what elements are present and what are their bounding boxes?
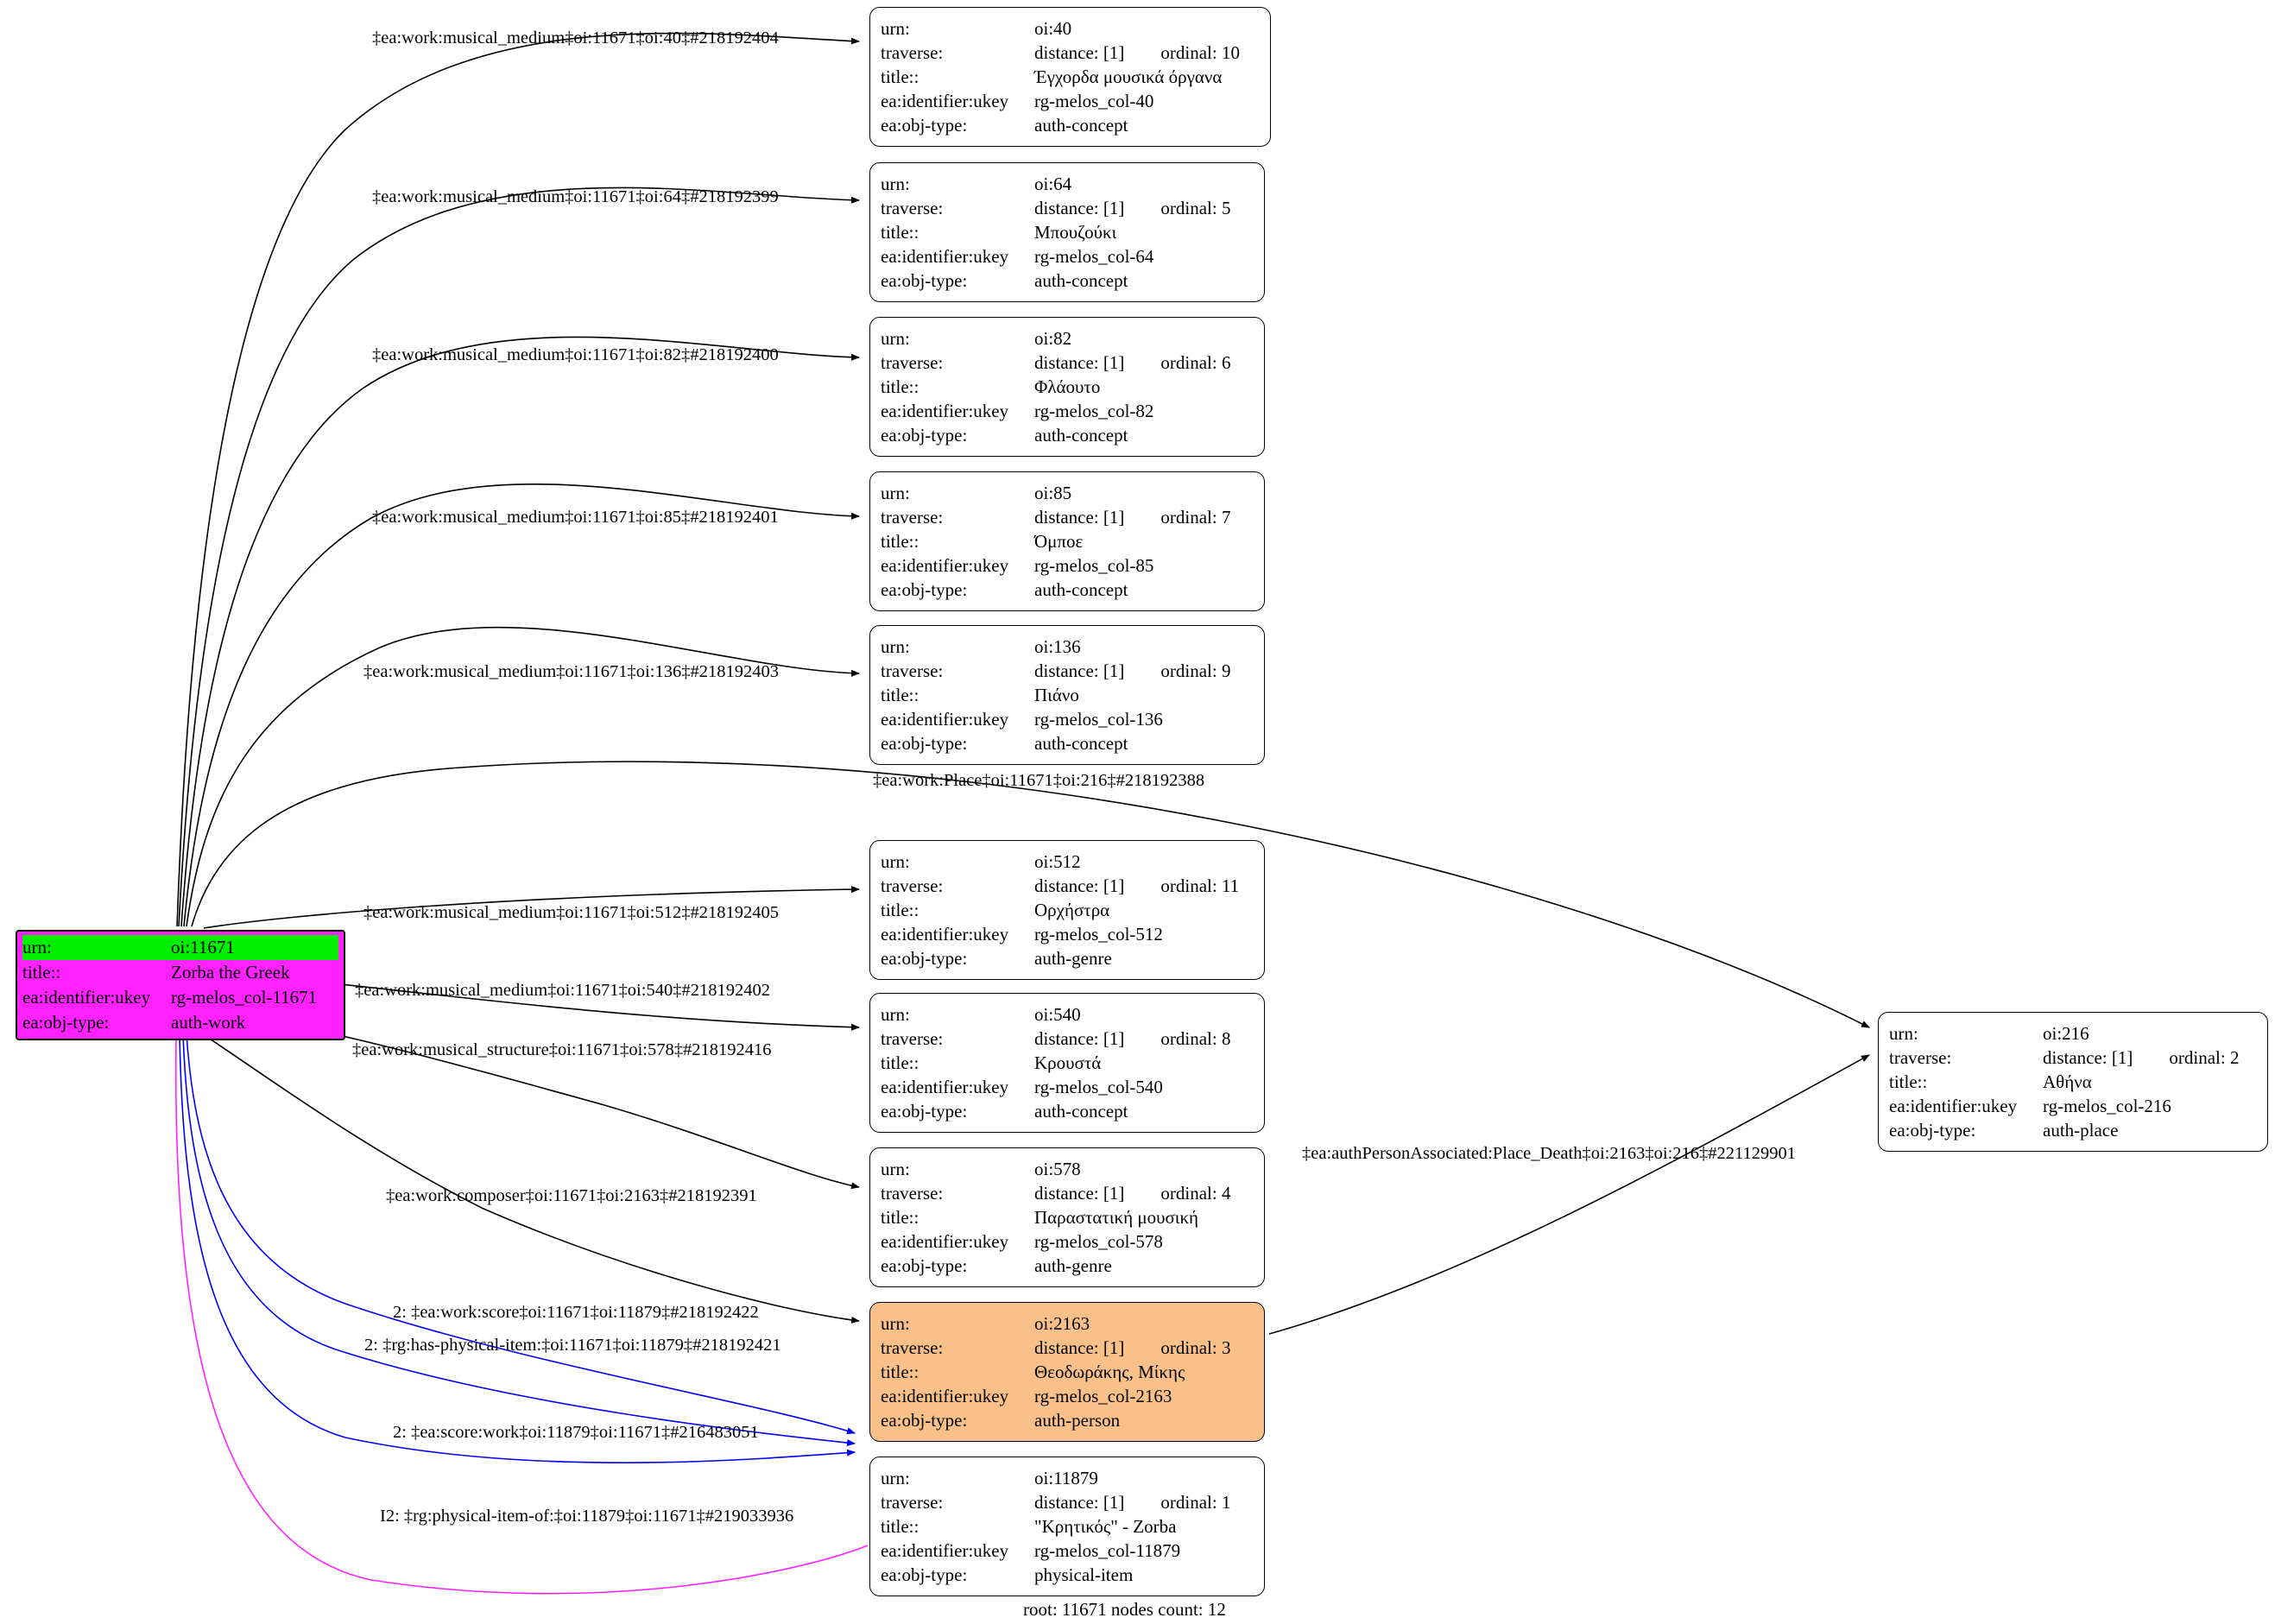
- graph-node-n2163[interactable]: [869, 1302, 1265, 1442]
- node-traverse-value: distance: [1] ordinal: 4: [1034, 1183, 1231, 1204]
- node-traverse-key-row: [881, 1181, 1254, 1205]
- node-urn-value: oi:2163: [1034, 1313, 1090, 1334]
- node-urn-value: oi:40: [1034, 18, 1072, 39]
- edge-label-e-82: ‡ea:work:musical_medium‡oi:11671‡oi:82‡#218192400: [372, 345, 779, 364]
- node-traverse-key: traverse:: [881, 1183, 944, 1204]
- node-title-value: Όμποε: [1034, 531, 1084, 552]
- node-urn-key-row: [22, 935, 338, 960]
- edge-label-e-512: ‡ea:work:musical_medium‡oi:11671‡oi:512‡#218192405: [363, 903, 779, 922]
- node-title-value: Παραστατική μουσική: [1034, 1207, 1199, 1228]
- node-ukey-key-row: [22, 985, 338, 1010]
- graph-node-n540[interactable]: [869, 993, 1265, 1133]
- node-title-key: title::: [881, 685, 919, 705]
- node-ukey-value: rg-melos_col-85: [1034, 555, 1154, 576]
- node-title-key: title::: [881, 1052, 919, 1073]
- node-objtype-value: auth-concept: [1034, 579, 1128, 600]
- node-urn-key: urn:: [1889, 1023, 1918, 1044]
- graph-node-n40[interactable]: [869, 7, 1271, 147]
- node-title-key-row: [881, 898, 1254, 922]
- node-traverse-value: distance: [1] ordinal: 6: [1034, 352, 1231, 373]
- node-ukey-value: rg-melos_col-82: [1034, 401, 1154, 421]
- node-title-key-row: [881, 1514, 1254, 1539]
- node-title-key-row: [881, 65, 1260, 89]
- node-title-value: Μπουζούκι: [1034, 222, 1117, 243]
- node-urn-key: urn:: [22, 937, 52, 957]
- node-traverse-key: traverse:: [881, 1337, 944, 1358]
- graph-node-root[interactable]: [16, 930, 345, 1040]
- node-ordinal-value: ordinal: 1: [1160, 1492, 1231, 1513]
- node-urn-key: urn:: [881, 328, 910, 349]
- node-urn-key: urn:: [881, 851, 910, 872]
- node-title-value: Θεοδωράκης, Μίκης: [1034, 1362, 1185, 1382]
- node-urn-value: oi:578: [1034, 1159, 1081, 1179]
- node-traverse-key-row: [881, 505, 1254, 529]
- node-title-key: title::: [1889, 1071, 1928, 1092]
- node-title-key: title::: [881, 900, 919, 920]
- node-title-value: Έγχορδα μουσικά όργανα: [1034, 66, 1223, 87]
- edge-label-e-pitem: I2: ‡rg:physical-item-of:‡oi:11879‡oi:11671‡#219033936: [380, 1507, 794, 1526]
- node-ukey-value: rg-melos_col-64: [1034, 246, 1154, 267]
- node-urn-key-row: [881, 481, 1254, 505]
- node-objtype-key: ea:obj-type:: [881, 1564, 968, 1585]
- node-traverse-key: traverse:: [881, 507, 944, 528]
- node-urn-value: oi:64: [1034, 174, 1072, 194]
- node-urn-key: urn:: [881, 1159, 910, 1179]
- graph-node-n136[interactable]: [869, 625, 1265, 765]
- node-traverse-value: distance: [1] ordinal: 1: [1034, 1492, 1231, 1513]
- node-title-key-row: [1889, 1070, 2257, 1094]
- node-title-key: title::: [881, 531, 919, 552]
- node-objtype-key-row: [881, 731, 1254, 755]
- node-ukey-key: ea:identifier:ukey: [1889, 1096, 2018, 1116]
- node-title-value: Zorba the Greek: [171, 962, 290, 983]
- node-urn-key: urn:: [881, 483, 910, 503]
- node-traverse-key: traverse:: [881, 1492, 944, 1513]
- node-objtype-key: ea:obj-type:: [881, 579, 968, 600]
- node-urn-key: urn:: [881, 174, 910, 194]
- node-urn-key-row: [881, 1466, 1254, 1490]
- node-ukey-key: ea:identifier:ukey: [881, 91, 1009, 111]
- node-traverse-value: distance: [1] ordinal: 9: [1034, 660, 1231, 681]
- graph-node-n82[interactable]: [869, 317, 1265, 457]
- node-title-key: title::: [881, 1362, 919, 1382]
- node-urn-value: oi:512: [1034, 851, 1081, 872]
- node-traverse-key-row: [881, 874, 1254, 898]
- node-title-key: title::: [22, 962, 61, 983]
- node-traverse-key: traverse:: [881, 352, 944, 373]
- node-traverse-key-row: [1889, 1046, 2257, 1070]
- node-traverse-value: distance: [1] ordinal: 8: [1034, 1028, 1231, 1049]
- node-traverse-key-row: [881, 659, 1254, 683]
- graph-node-n11879[interactable]: [869, 1457, 1265, 1596]
- node-traverse-key: traverse:: [881, 875, 944, 896]
- node-objtype-key: ea:obj-type:: [881, 1101, 968, 1122]
- node-urn-key-row: [881, 172, 1254, 196]
- edge-label-e-64: ‡ea:work:musical_medium‡oi:11671‡oi:64‡#218192399: [372, 187, 779, 206]
- node-title-value: Κρουστά: [1034, 1052, 1102, 1073]
- node-ukey-key-row: [1889, 1094, 2257, 1118]
- node-ukey-key: ea:identifier:ukey: [881, 1231, 1009, 1252]
- node-urn-key: urn:: [881, 1468, 910, 1488]
- node-title-key-row: [881, 1360, 1254, 1384]
- edge-label-e-2163: ‡ea:work:composer‡oi:11671‡oi:2163‡#218192391: [386, 1186, 757, 1205]
- node-objtype-value: auth-concept: [1034, 270, 1128, 291]
- node-ukey-key: ea:identifier:ukey: [881, 1540, 1009, 1561]
- node-ordinal-value: ordinal: 7: [1160, 507, 1231, 528]
- node-objtype-key-row: [881, 1099, 1254, 1123]
- node-ukey-key-row: [881, 922, 1254, 946]
- node-objtype-value: auth-concept: [1034, 1101, 1128, 1122]
- node-urn-value: oi:136: [1034, 636, 1081, 657]
- node-objtype-value: auth-concept: [1034, 425, 1128, 445]
- node-ukey-value: rg-melos_col-2163: [1034, 1386, 1172, 1406]
- node-ukey-key-row: [881, 1384, 1254, 1408]
- node-objtype-key-row: [881, 1408, 1254, 1432]
- graph-node-n216[interactable]: [1878, 1012, 2268, 1152]
- node-title-value: Φλάουτο: [1034, 376, 1101, 397]
- node-urn-key-row: [881, 850, 1254, 874]
- node-title-key-row: [881, 529, 1254, 553]
- node-ordinal-value: ordinal: 10: [1160, 42, 1240, 63]
- node-title-key-row: [881, 1051, 1254, 1075]
- node-ukey-value: rg-melos_col-136: [1034, 709, 1163, 730]
- node-title-key-row: [881, 220, 1254, 244]
- node-ukey-key: ea:identifier:ukey: [22, 987, 151, 1008]
- edge-label-e-death: ‡ea:authPersonAssociated:Place_Death‡oi:2163‡oi:216‡#221129901: [1302, 1144, 1796, 1163]
- edge-label-e-136: ‡ea:work:musical_medium‡oi:11671‡oi:136‡#218192403: [363, 662, 779, 681]
- node-ukey-key-row: [881, 1539, 1254, 1563]
- node-urn-key-row: [881, 1002, 1254, 1027]
- node-urn-key: urn:: [881, 636, 910, 657]
- node-ukey-key: ea:identifier:ukey: [881, 555, 1009, 576]
- node-ukey-key: ea:identifier:ukey: [881, 246, 1009, 267]
- node-traverse-value: distance: [1] ordinal: 10: [1034, 42, 1240, 63]
- node-objtype-key-row: [881, 269, 1254, 293]
- node-traverse-key-row: [881, 1336, 1254, 1360]
- node-ukey-value: rg-melos_col-11671: [171, 987, 318, 1008]
- graph-node-n85[interactable]: [869, 471, 1265, 611]
- node-ordinal-value: ordinal: 4: [1160, 1183, 1231, 1204]
- node-title-value: "Κρητικός" - Zorba: [1034, 1516, 1177, 1537]
- node-traverse-key: traverse:: [881, 42, 944, 63]
- node-title-key: title::: [881, 1207, 919, 1228]
- node-title-value: Αθήνα: [2043, 1071, 2092, 1092]
- node-title-key-row: [22, 960, 338, 985]
- node-ukey-key: ea:identifier:ukey: [881, 1386, 1009, 1406]
- node-objtype-key: ea:obj-type:: [881, 733, 968, 754]
- node-urn-value: oi:85: [1034, 483, 1072, 503]
- node-objtype-key: ea:obj-type:: [881, 425, 968, 445]
- node-traverse-key: traverse:: [881, 660, 944, 681]
- node-objtype-key: ea:obj-type:: [881, 1255, 968, 1276]
- node-traverse-key: traverse:: [881, 198, 944, 218]
- graph-node-n512[interactable]: [869, 840, 1265, 980]
- node-objtype-key: ea:obj-type:: [22, 1012, 110, 1033]
- node-urn-value: oi:216: [2043, 1023, 2089, 1044]
- node-urn-key-row: [1889, 1021, 2257, 1046]
- node-traverse-value: distance: [1] ordinal: 7: [1034, 507, 1231, 528]
- node-ordinal-value: ordinal: 6: [1160, 352, 1231, 373]
- node-ukey-value: rg-melos_col-11879: [1034, 1540, 1181, 1561]
- node-objtype-key-row: [22, 1010, 338, 1035]
- node-urn-key: urn:: [881, 1004, 910, 1025]
- node-objtype-value: physical-item: [1034, 1564, 1134, 1585]
- node-objtype-value: auth-person: [1034, 1410, 1121, 1431]
- node-objtype-key-row: [881, 946, 1254, 970]
- node-traverse-key-row: [881, 41, 1260, 65]
- node-urn-key-row: [881, 1311, 1254, 1336]
- node-ukey-key: ea:identifier:ukey: [881, 709, 1009, 730]
- edge-label-e-85: ‡ea:work:musical_medium‡oi:11671‡oi:85‡#218192401: [372, 508, 779, 527]
- node-objtype-key-row: [881, 578, 1254, 602]
- node-urn-key: urn:: [881, 18, 910, 39]
- node-ordinal-value: ordinal: 8: [1160, 1028, 1231, 1049]
- node-objtype-key-row: [881, 1254, 1254, 1278]
- node-traverse-key-row: [881, 1027, 1254, 1051]
- node-ordinal-value: ordinal: 5: [1160, 198, 1231, 218]
- node-ukey-key-row: [881, 89, 1260, 113]
- node-objtype-value: auth-genre: [1034, 1255, 1112, 1276]
- node-ukey-key-row: [881, 707, 1254, 731]
- graph-footer: root: 11671 nodes count: 12: [1023, 1599, 1226, 1620]
- node-title-key: title::: [881, 1516, 919, 1537]
- node-title-key-row: [881, 375, 1254, 399]
- node-objtype-key-row: [1889, 1118, 2257, 1142]
- node-objtype-key: ea:obj-type:: [881, 115, 968, 136]
- node-objtype-value: auth-place: [2043, 1120, 2119, 1141]
- node-objtype-value: auth-concept: [1034, 733, 1128, 754]
- node-urn-key: urn:: [881, 1313, 910, 1334]
- node-title-key: title::: [881, 66, 919, 87]
- node-ukey-value: rg-melos_col-578: [1034, 1231, 1163, 1252]
- edge-label-e-216: ‡ea:work:Place‡oi:11671‡oi:216‡#218192388: [873, 771, 1205, 790]
- node-objtype-key-row: [881, 113, 1260, 137]
- node-ukey-value: rg-melos_col-540: [1034, 1077, 1163, 1097]
- node-title-value: Ορχήστρα: [1034, 900, 1110, 920]
- node-ukey-value: rg-melos_col-216: [2043, 1096, 2171, 1116]
- node-title-key: title::: [881, 222, 919, 243]
- node-traverse-value: distance: [1] ordinal: 5: [1034, 198, 1231, 218]
- graph-node-n578[interactable]: [869, 1147, 1265, 1287]
- node-urn-key-row: [881, 326, 1254, 351]
- graph-node-n64[interactable]: [869, 162, 1265, 302]
- node-ukey-key: ea:identifier:ukey: [881, 401, 1009, 421]
- node-ukey-key-row: [881, 399, 1254, 423]
- node-objtype-value: auth-work: [171, 1012, 246, 1033]
- node-traverse-key-row: [881, 1490, 1254, 1514]
- node-objtype-value: auth-genre: [1034, 948, 1112, 969]
- node-ukey-key: ea:identifier:ukey: [881, 1077, 1009, 1097]
- node-urn-value: oi:11671: [171, 937, 235, 957]
- node-ukey-value: rg-melos_col-512: [1034, 924, 1163, 945]
- node-ordinal-value: ordinal: 3: [1160, 1337, 1231, 1358]
- node-objtype-key: ea:obj-type:: [881, 1410, 968, 1431]
- node-traverse-value: distance: [1] ordinal: 11: [1034, 875, 1240, 896]
- node-objtype-key-row: [881, 423, 1254, 447]
- edge-label-e-540: ‡ea:work:musical_medium‡oi:11671‡oi:540‡#218192402: [355, 981, 770, 1000]
- node-urn-key-row: [881, 1157, 1254, 1181]
- node-title-key-row: [881, 1205, 1254, 1229]
- node-ukey-key-row: [881, 1229, 1254, 1254]
- node-objtype-key: ea:obj-type:: [881, 270, 968, 291]
- edge-label-e-578: ‡ea:work:musical_structure‡oi:11671‡oi:578‡#218192416: [352, 1040, 772, 1059]
- edge-label-e-phys: 2: ‡rg:has-physical-item:‡oi:11671‡oi:11879‡#218192421: [364, 1336, 781, 1355]
- edge-label-e-swork: 2: ‡ea:score:work‡oi:11879‡oi:11671‡#216483051: [393, 1423, 759, 1442]
- node-traverse-key: traverse:: [1889, 1047, 1952, 1068]
- node-urn-key-row: [881, 635, 1254, 659]
- node-traverse-key-row: [881, 196, 1254, 220]
- edge-label-e-score: 2: ‡ea:work:score‡oi:11671‡oi:11879‡#218192422: [393, 1303, 759, 1322]
- node-ukey-key-row: [881, 553, 1254, 578]
- node-ukey-value: rg-melos_col-40: [1034, 91, 1154, 111]
- node-ordinal-value: ordinal: 9: [1160, 660, 1231, 681]
- node-urn-value: oi:82: [1034, 328, 1072, 349]
- node-title-value: Πιάνο: [1034, 685, 1079, 705]
- node-ukey-key-row: [881, 244, 1254, 269]
- node-ordinal-value: ordinal: 2: [2169, 1047, 2240, 1068]
- node-objtype-value: auth-concept: [1034, 115, 1128, 136]
- node-traverse-value: distance: [1] ordinal: 3: [1034, 1337, 1231, 1358]
- node-objtype-key-row: [881, 1563, 1254, 1587]
- node-urn-key-row: [881, 16, 1260, 41]
- node-objtype-key: ea:obj-type:: [881, 948, 968, 969]
- node-objtype-key: ea:obj-type:: [1889, 1120, 1976, 1141]
- node-traverse-value: distance: [1] ordinal: 2: [2043, 1047, 2240, 1068]
- node-urn-value: oi:11879: [1034, 1468, 1098, 1488]
- node-traverse-key: traverse:: [881, 1028, 944, 1049]
- node-ukey-key-row: [881, 1075, 1254, 1099]
- node-traverse-key-row: [881, 351, 1254, 375]
- node-urn-value: oi:540: [1034, 1004, 1081, 1025]
- edge-label-e-40: ‡ea:work:musical_medium‡oi:11671‡oi:40‡#218192404: [372, 28, 779, 47]
- node-title-key: title::: [881, 376, 919, 397]
- node-ordinal-value: ordinal: 11: [1160, 875, 1240, 896]
- node-ukey-key: ea:identifier:ukey: [881, 924, 1009, 945]
- node-title-key-row: [881, 683, 1254, 707]
